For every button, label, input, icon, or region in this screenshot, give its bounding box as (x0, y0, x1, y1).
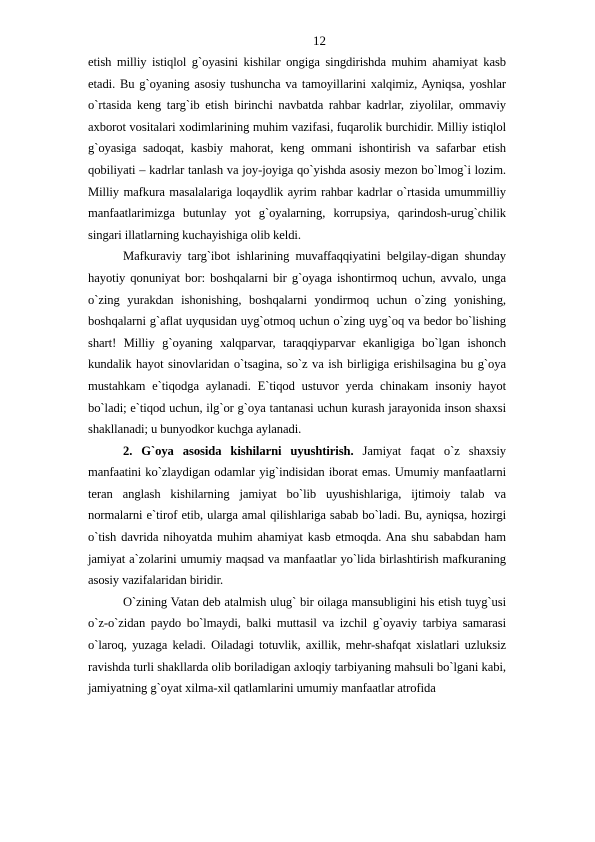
page-number: 12 (313, 33, 326, 48)
paragraph-3-text: Jamiyat faqat o`z shaxsiy manfaatini ko`zlaydigan odamlar yig`indisidan iborat emas. Umumiy manfaatlarni teran anglash kishilarning jamiyat bo`lib uyushishlariga, ijtimoiy talab va normalarni e`tirof etib, ularga amal qilishlariga sabab bo`ladi. Bu, ayniqsa, hozirgi o`tish davrida nihoyatda muhim ahamiyat kasb etmoqda. Ana shu sababdan ham jamiyat a`zolarini umumiy maqsad va manfaatlar yo`lida birlashtirish mafkuraning asosiy vazifalaridan biridir. (88, 443, 506, 588)
paragraph-1: etish milliy istiqlol g`oyasini kishilar ongiga singdirishda muhim ahamiyat kasb etadi. Bu g`oyaning asosiy tushuncha va tamoyillarini xalqimiz, Ayniqsa, yoshlar o`rtasida keng targ`ib etish birinchi navbatda rahbar kadrlar, ziyolilar, ommaviy axborot vositalari xodimlarining muhim vazifasi, fuqarolik burchidir. Milliy istiqlol g`oyasiga sadoqat, kasbiy mahorat, keng ommani ishontirish va safarbar etish qobiliyati – kadrlar tanlash va joy-joyiga qo`yishda asosiy mezon bo`lmog`i lozim. Milliy mafkura masalalariga loqaydlik ayrim rahbar kadrlar o`rtasida umummilliy manfaatlarimizga butunlay yot g`oyalarning, korrupsiya, qarindosh-urug`chilik singari illatlarning kuchayishiga olib keldi. (88, 55, 506, 242)
paragraph-3 (88, 441, 506, 592)
section-heading: 2. G`oya asosida kishilarni uyushtirish. (123, 443, 354, 458)
paragraph-4: O`zining Vatan deb atalmish ulug` bir oilaga mansubligini his etish tuyg`usi o`z-o`zidan paydo bo`lmaydi, balki muttasil va izchil g`oyaviy tarbiya samarasi o`laroq, yuzaga keladi. Oiladagi totuvlik, axillik, mehr-shafqat xislatlari uzluksiz ravishda turli shakllarda olib boriladigan axloqiy tarbiyaning mahsuli bo`lgani kabi, jamiyatning g`oyat xilma-xil qatlamlarini umumiy manfaatlar atrofida (88, 594, 506, 696)
document-body (88, 52, 506, 700)
paragraph-2: Mafkuraviy targ`ibot ishlarining muvaffaqqiyatini belgilay-digan shunday hayotiy qonuniyat bor: boshqalarni bir g`oyaga ishontirmoq uchun, avvalo, unga o`zing yurakdan ishonishing, boshqalarni yondirmoq uchun o`zing yonishing, boshqalarni g`aflat uyqusidan uyg`otmoq uchun o`zing uyg`oq va bedor bo`lishing shart! Milliy g`oyaning xalqparvar, taraqqiyparvar ekanligiga bo`lgan ishonch kundalik hayot sinovlaridan o`tsagina, so`z va ish birligiga erishilsagina bu g`oya mustahkam e`tiqodga aylanadi. E`tiqod ustuvor yerda chinakam insoniy hayot bo`ladi; e`tiqod uchun, ilg`or g`oya tantanasi uchun kurash jarayonida inson shaxsi shakllanadi; u bunyodkor kuchga aylanadi. (88, 249, 506, 437)
